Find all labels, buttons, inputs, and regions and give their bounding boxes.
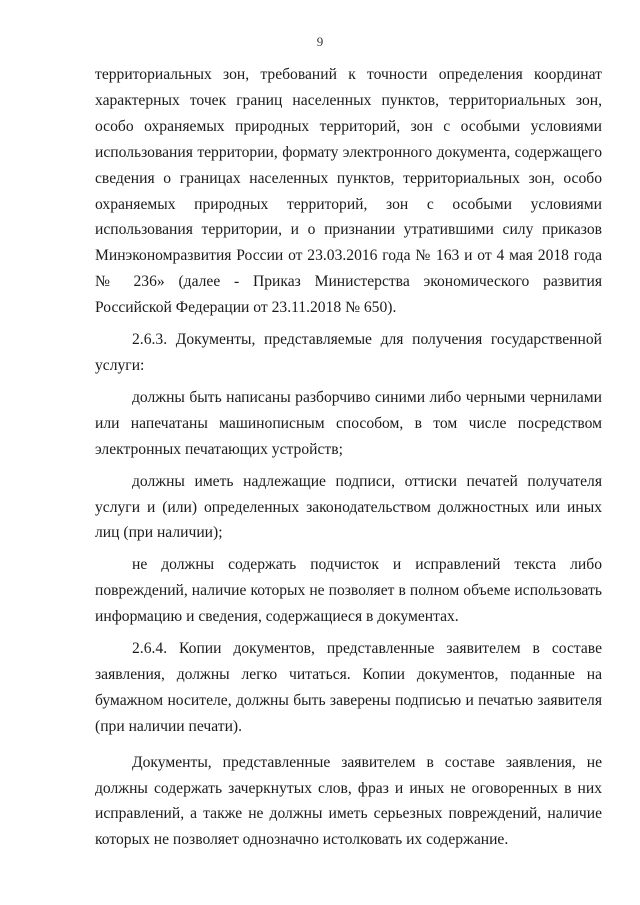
paragraph-2-6-4: 2.6.4. Копии документов, представленные заявителем в составе заявления, должны легко читаться. Копии документов, поданные на бумажном носителе, должны быть заверены подписью и печатью заявителя (при наличии печати). <box>95 640 602 735</box>
paragraph-requirement-signatures: должны иметь надлежащие подписи, оттиски печатей получателя услуги и (или) определенных законодательством должностных или иных лиц (при наличии); <box>95 472 602 542</box>
paragraph-requirement-legible: должны быть написаны разборчиво синими либо черными чернилами или напечатаны машинописным способом, в том числе посредством электронных печатающих устройств; <box>95 388 602 458</box>
paragraph-2-6-3: 2.6.3. Документы, представляемые для получения государственной услуги: <box>95 331 602 374</box>
document-body <box>95 62 602 853</box>
page-number: 9 <box>316 34 324 49</box>
paragraph-no-crossed-words: Документы, представленные заявителем в составе заявления, не должны содержать зачеркнутых слов, фраз и иных не оговоренных в них исправлений, а также не должны иметь серьезных повреждений, наличие которых не позволяет однозначно истолковать их содержание. <box>95 753 602 849</box>
paragraph-continued: территориальных зон, требований к точности определения координат характерных точек границ населенных пунктов, территориальных зон, особо охраняемых природных территорий, зон с особыми условиями использования территории, формату электронного документа, содержащего сведения о границах населенных пунктов, территориальных зон, особо охраняемых природных территорий, зон с особыми условиями использования территории, и о признании утратившими силу приказов Минэкономразвития России от 23.03.2016 года № 163 и от 4 мая 2018 года № 236» (далее - Приказ Министерства экономического развития Российской Федерации от 23.11.2018 № 650). <box>95 66 602 317</box>
paragraph-requirement-no-corrections: не должны содержать подчисток и исправлений текста либо повреждений, наличие которых не позволяет в полном объеме использовать информацию и сведения, содержащиеся в документах. <box>95 556 602 626</box>
